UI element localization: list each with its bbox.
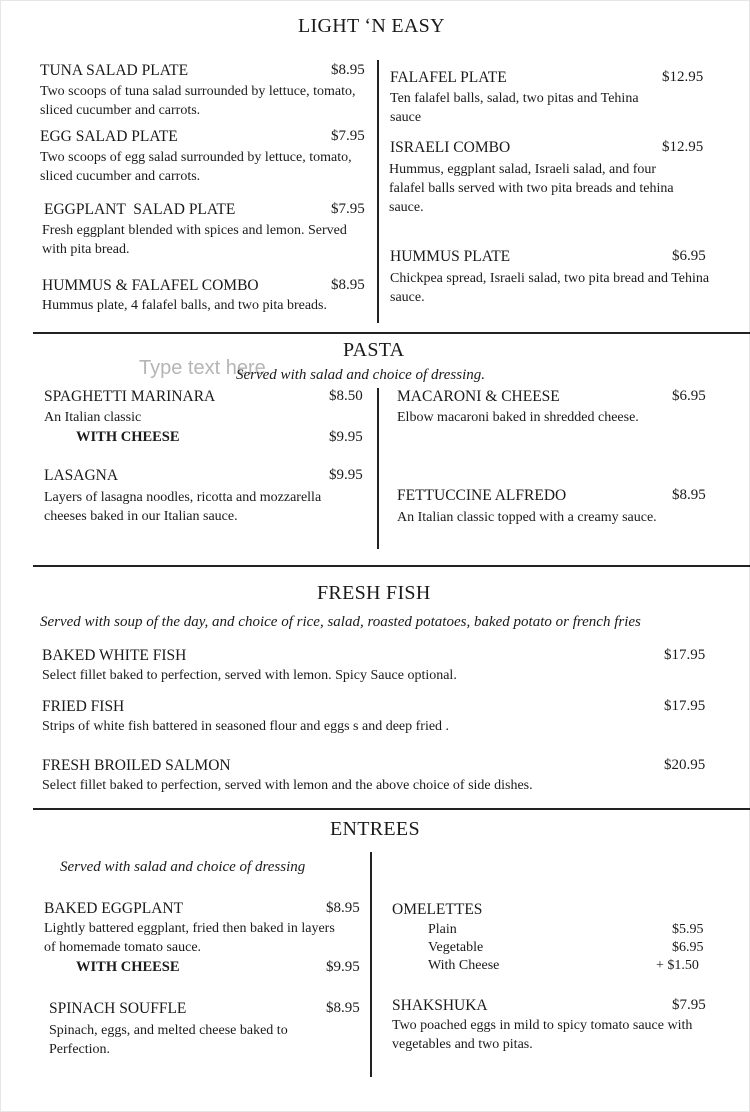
section-note: Served with salad and choice of dressing. [236, 367, 485, 383]
section-title-fresh-fish: FRESH FISH [317, 582, 431, 604]
menu-item-option: WITH CHEESE [76, 429, 180, 445]
section-divider [33, 808, 750, 810]
menu-item-price: $8.95 [672, 487, 706, 503]
menu-item-name: HUMMUS PLATE [390, 248, 511, 265]
omelette-option: With Cheese [428, 958, 500, 973]
column-divider [370, 852, 372, 1077]
section-divider [33, 565, 750, 567]
menu-item-name: OMELETTES [392, 901, 483, 918]
menu-item-price: $6.95 [672, 248, 706, 264]
menu-item-option: WITH CHEESE [76, 959, 180, 975]
menu-item-description: Two scoops of egg salad surrounded by lettuce, tomato, sliced cucumber and carrots. [40, 150, 352, 184]
menu-item-option-price: $9.95 [329, 429, 363, 445]
menu-item-name: FETTUCCINE ALFREDO [397, 487, 567, 504]
menu-item-description: Two scoops of tuna salad surrounded by lettuce, tomato, sliced cucumber and carrots. [40, 84, 356, 118]
menu-item-description: Hummus plate, 4 falafel balls, and two pita breads. [42, 298, 327, 313]
menu-item-name: FRESH BROILED SALMON [42, 757, 231, 774]
menu-item-description: Lightly battered eggplant, fried then baked in layers of homemade tomato sauce. [44, 921, 335, 955]
menu-item-option-price: $9.95 [326, 959, 360, 975]
menu-item-price: $8.95 [331, 62, 365, 78]
menu-item-description: Fresh eggplant blended with spices and lemon. Served with pita bread. [42, 223, 347, 257]
omelette-option-price: + $1.50 [656, 958, 699, 973]
menu-item-description: Layers of lasagna noodles, ricotta and mozzarella cheeses baked in our Italian sauce. [44, 490, 322, 524]
menu-item-name: SPINACH SOUFFLE [49, 1000, 187, 1017]
menu-item-description: Select fillet baked to perfection, served with lemon. Spicy Sauce optional. [42, 668, 457, 683]
menu-item-name: EGG SALAD PLATE [40, 128, 178, 145]
menu-item-name: FRIED FISH [42, 698, 125, 715]
menu-item-price: $7.95 [672, 997, 706, 1013]
menu-item-name: TUNA SALAD PLATE [40, 62, 189, 79]
section-divider [33, 332, 750, 334]
column-divider [377, 388, 379, 549]
menu-item-description: Two poached eggs in mild to spicy tomato sauce with vegetables and two pitas. [392, 1018, 693, 1052]
section-title-pasta: PASTA [343, 339, 405, 361]
section-title-entrees: ENTREES [330, 818, 420, 840]
omelette-option-price: $5.95 [672, 922, 704, 937]
menu-item-price: $7.95 [331, 201, 365, 217]
menu-item-description: Spinach, eggs, and melted cheese baked to Perfection. [49, 1023, 288, 1057]
menu-item-price: $20.95 [664, 757, 706, 773]
menu-item-name: ISRAELI COMBO [390, 139, 511, 156]
menu-item-price: $8.95 [331, 277, 365, 293]
menu-item-description: Chickpea spread, Israeli salad, two pita bread and Tehina sauce. [390, 271, 710, 305]
menu-item-name: BAKED EGGPLANT [44, 900, 184, 917]
menu-item-price: $9.95 [329, 467, 363, 483]
section-title-light-n-easy: LIGHT ‘N EASY [298, 15, 445, 37]
omelette-option: Vegetable [428, 940, 484, 955]
omelette-option-price: $6.95 [672, 940, 704, 955]
menu-item-name: LASAGNA [44, 467, 119, 484]
text-placeholder: Type text here [139, 357, 266, 379]
menu-item-price: $8.95 [326, 1000, 360, 1016]
menu-item-description: An Italian classic topped with a creamy sauce. [397, 510, 657, 525]
menu-item-price: $17.95 [664, 698, 706, 714]
menu-item-price: $8.50 [329, 388, 363, 404]
menu-item-description: Elbow macaroni baked in shredded cheese. [397, 410, 639, 425]
menu-item-name: SHAKSHUKA [392, 997, 488, 1014]
menu-item-description: An Italian classic [44, 410, 142, 425]
section-note: Served with soup of the day, and choice of rice, salad, roasted potatoes, baked potato or french fries [40, 614, 641, 630]
menu-item-name: BAKED WHITE FISH [42, 647, 187, 664]
menu-item-price: $7.95 [331, 128, 365, 144]
column-divider [377, 60, 379, 323]
menu-item-description: Select fillet baked to perfection, served with lemon and the above choice of side dishes. [42, 778, 533, 793]
menu-item-name: SPAGHETTI MARINARA [44, 388, 216, 405]
menu-item-name: MACARONI & CHEESE [397, 388, 560, 405]
menu-item-description: Ten falafel balls, salad, two pitas and Tehina sauce [390, 91, 639, 125]
menu-item-description: Strips of white fish battered in seasoned flour and eggs s and deep fried . [42, 719, 450, 734]
menu-item-price: $8.95 [326, 900, 360, 916]
menu-item-price: $12.95 [662, 139, 704, 155]
menu-item-name: EGGPLANT SALAD PLATE [44, 201, 236, 218]
omelette-option: Plain [428, 922, 457, 937]
section-note: Served with salad and choice of dressing [60, 859, 306, 875]
menu-item-price: $6.95 [672, 388, 706, 404]
menu-item-name: HUMMUS & FALAFEL COMBO [42, 277, 259, 294]
menu-item-price: $17.95 [664, 647, 706, 663]
menu-item-description: Hummus, eggplant salad, Israeli salad, and four falafel balls served with two pita breads and tehina sauce. [389, 162, 674, 215]
menu-item-name: FALAFEL PLATE [390, 69, 507, 86]
menu-item-price: $12.95 [662, 69, 704, 85]
